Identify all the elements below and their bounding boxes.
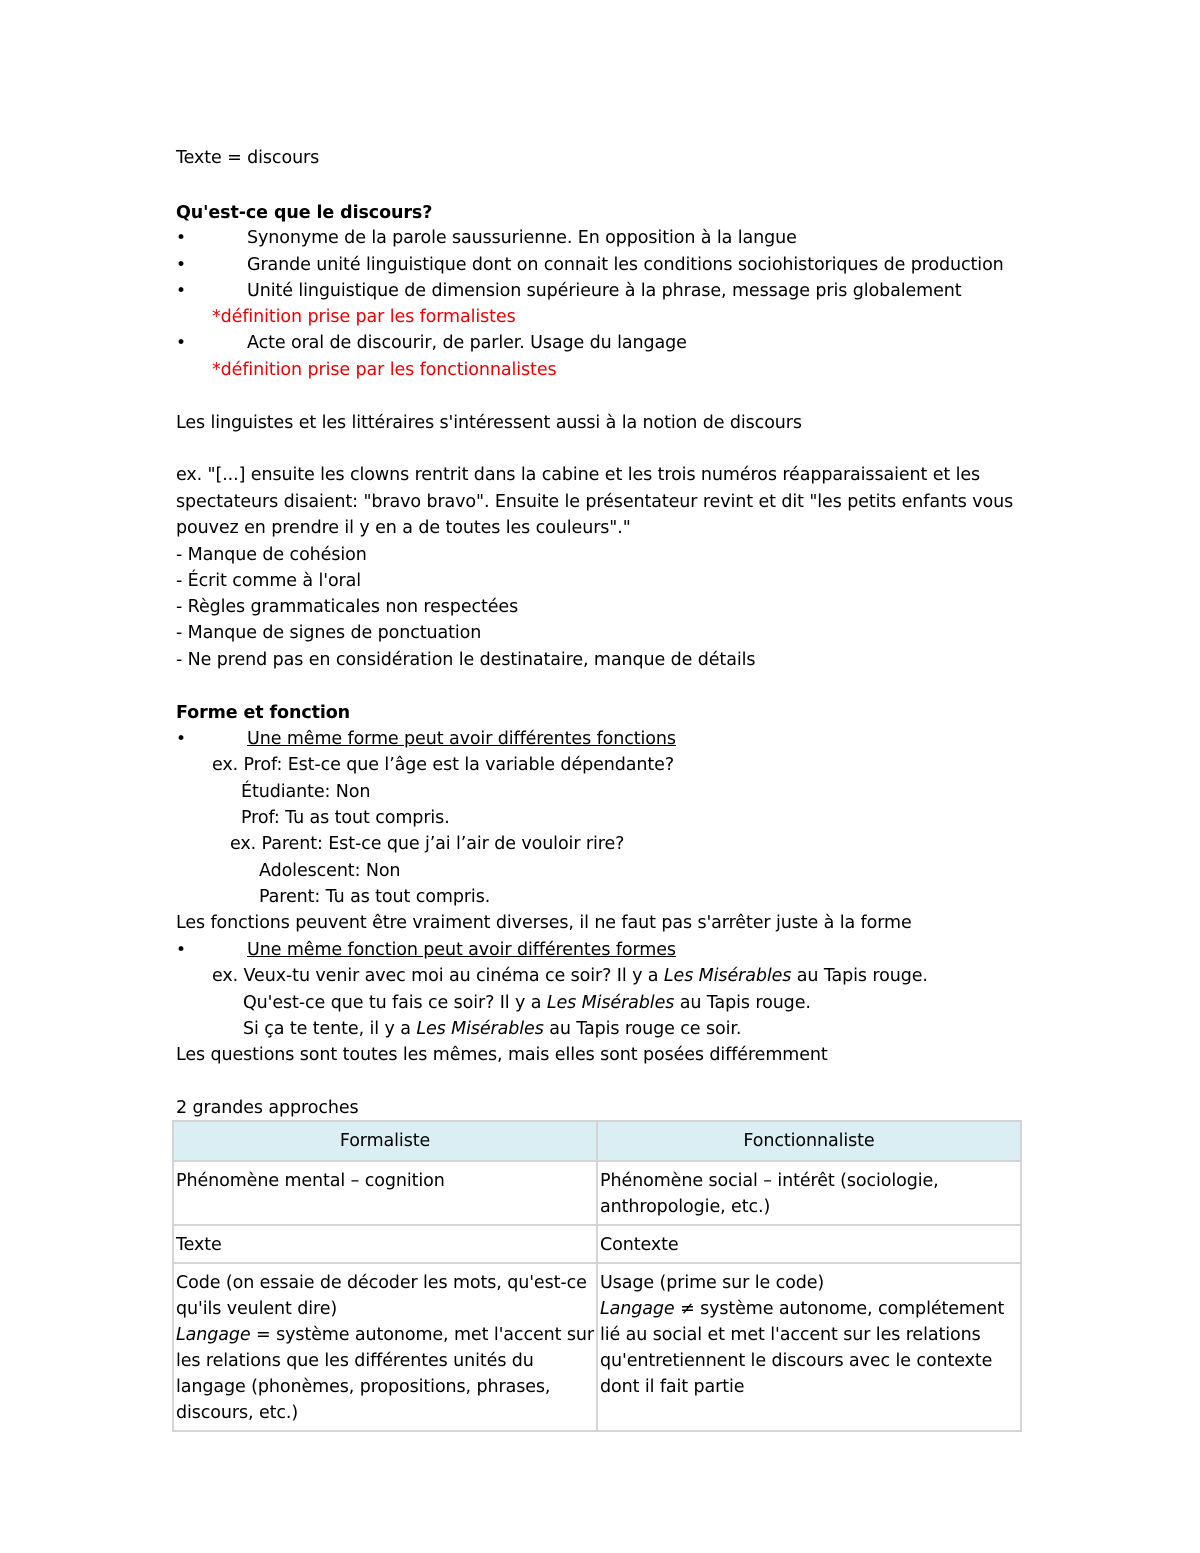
example-line-2: spectateurs disaient: "bravo bravo". Ensuite le présentateur revint et dit "les petits enfants vous	[176, 492, 1014, 512]
subheading-fonction: Une même fonction peut avoir différentes formes	[247, 940, 676, 960]
dash-item: - Règles grammaticales non respectées	[176, 597, 519, 617]
paragraph-questions: Les questions sont toutes les mêmes, mais elles sont posées différemment	[176, 1045, 828, 1065]
dash-item: - Écrit comme à l'oral	[176, 571, 362, 591]
bullet-icon: •	[176, 228, 187, 248]
bullet-icon: •	[176, 940, 187, 960]
table-row	[173, 1161, 1021, 1225]
paragraph-linguistes: Les linguistes et les littéraires s'intéressent aussi à la notion de discours	[176, 413, 802, 433]
definition-4: Acte oral de discourir, de parler. Usage du langage	[247, 333, 687, 353]
bullet-icon: •	[176, 729, 187, 749]
dash-item: - Manque de signes de ponctuation	[176, 623, 482, 643]
definition-2: Grande unité linguistique dont on connait les conditions sociohistoriques de production	[247, 255, 1004, 275]
table-row	[173, 1225, 1021, 1263]
note-fonctionnalistes: *définition prise par les fonctionnalistes	[212, 360, 557, 380]
dialogue-line: Étudiante: Non	[241, 782, 371, 802]
table-caption: 2 grandes approches	[176, 1098, 359, 1118]
dash-item: - Manque de cohésion	[176, 545, 367, 565]
table-cell: Usage (prime sur le code) Langage ≠ système autonome, complétement lié au social et met l'accent sur les relations qu'entretiennent le discours avec le contexte dont il fait partie	[597, 1263, 1021, 1431]
bullet-icon: •	[176, 333, 187, 353]
dialogue-line: ex. Prof: Est-ce que l’âge est la variable dépendante?	[212, 755, 675, 775]
dash-item: - Ne prend pas en considération le destinataire, manque de détails	[176, 650, 756, 670]
dialogue-line: Adolescent: Non	[259, 861, 401, 881]
section-heading-forme-fonction: Forme et fonction	[176, 703, 351, 723]
dialogue-line: ex. Parent: Est-ce que j’ai l’air de vouloir rire?	[230, 834, 625, 854]
table-cell: Phénomène social – intérêt (sociologie, anthropologie, etc.)	[597, 1161, 1021, 1225]
example-line-3: pouvez en prendre il y en a de toutes les couleurs"."	[176, 518, 631, 538]
paragraph-fonctions: Les fonctions peuvent être vraiment diverses, il ne faut pas s'arrêter juste à la forme	[176, 913, 912, 933]
form-example-line: Si ça te tente, il y a Les Misérables au Tapis rouge ce soir.	[243, 1019, 742, 1039]
form-example-line: ex. Veux-tu venir avec moi au cinéma ce soir? Il y a Les Misérables au Tapis rouge.	[212, 966, 928, 986]
header-formaliste: Formaliste	[173, 1121, 597, 1161]
table-cell: Contexte	[597, 1225, 1021, 1263]
table-cell: Texte	[173, 1225, 597, 1263]
bullet-icon: •	[176, 281, 187, 301]
section-heading-discours: Qu'est-ce que le discours?	[176, 203, 433, 223]
example-line-1: ex. "[...] ensuite les clowns rentrit dans la cabine et les trois numéros réapparaissaient et les	[176, 465, 981, 485]
approaches-table	[172, 1120, 1022, 1432]
dialogue-line: Prof: Tu as tout compris.	[241, 808, 450, 828]
table-header-row	[173, 1121, 1021, 1161]
definition-3: Unité linguistique de dimension supérieure à la phrase, message pris globalement	[247, 281, 962, 301]
form-example-line: Qu'est-ce que tu fais ce soir? Il y a Les Misérables au Tapis rouge.	[243, 993, 811, 1013]
table-cell: Code (on essaie de décoder les mots, qu'est-ce qu'ils veulent dire) Langage = système autonome, met l'accent sur les relations que les différentes unités du langage (phonèmes, propositions, phrases, discours, etc.)	[173, 1263, 597, 1431]
dialogue-line: Parent: Tu as tout compris.	[259, 887, 491, 907]
header-fonctionnaliste: Fonctionnaliste	[597, 1121, 1021, 1161]
title-line: Texte = discours	[176, 148, 320, 168]
subheading-forme: Une même forme peut avoir différentes fonctions	[247, 729, 676, 749]
table-row	[173, 1263, 1021, 1431]
table-cell: Phénomène mental – cognition	[173, 1161, 597, 1225]
note-formalistes: *définition prise par les formalistes	[212, 307, 516, 327]
bullet-icon: •	[176, 255, 187, 275]
definition-1: Synonyme de la parole saussurienne. En opposition à la langue	[247, 228, 797, 248]
